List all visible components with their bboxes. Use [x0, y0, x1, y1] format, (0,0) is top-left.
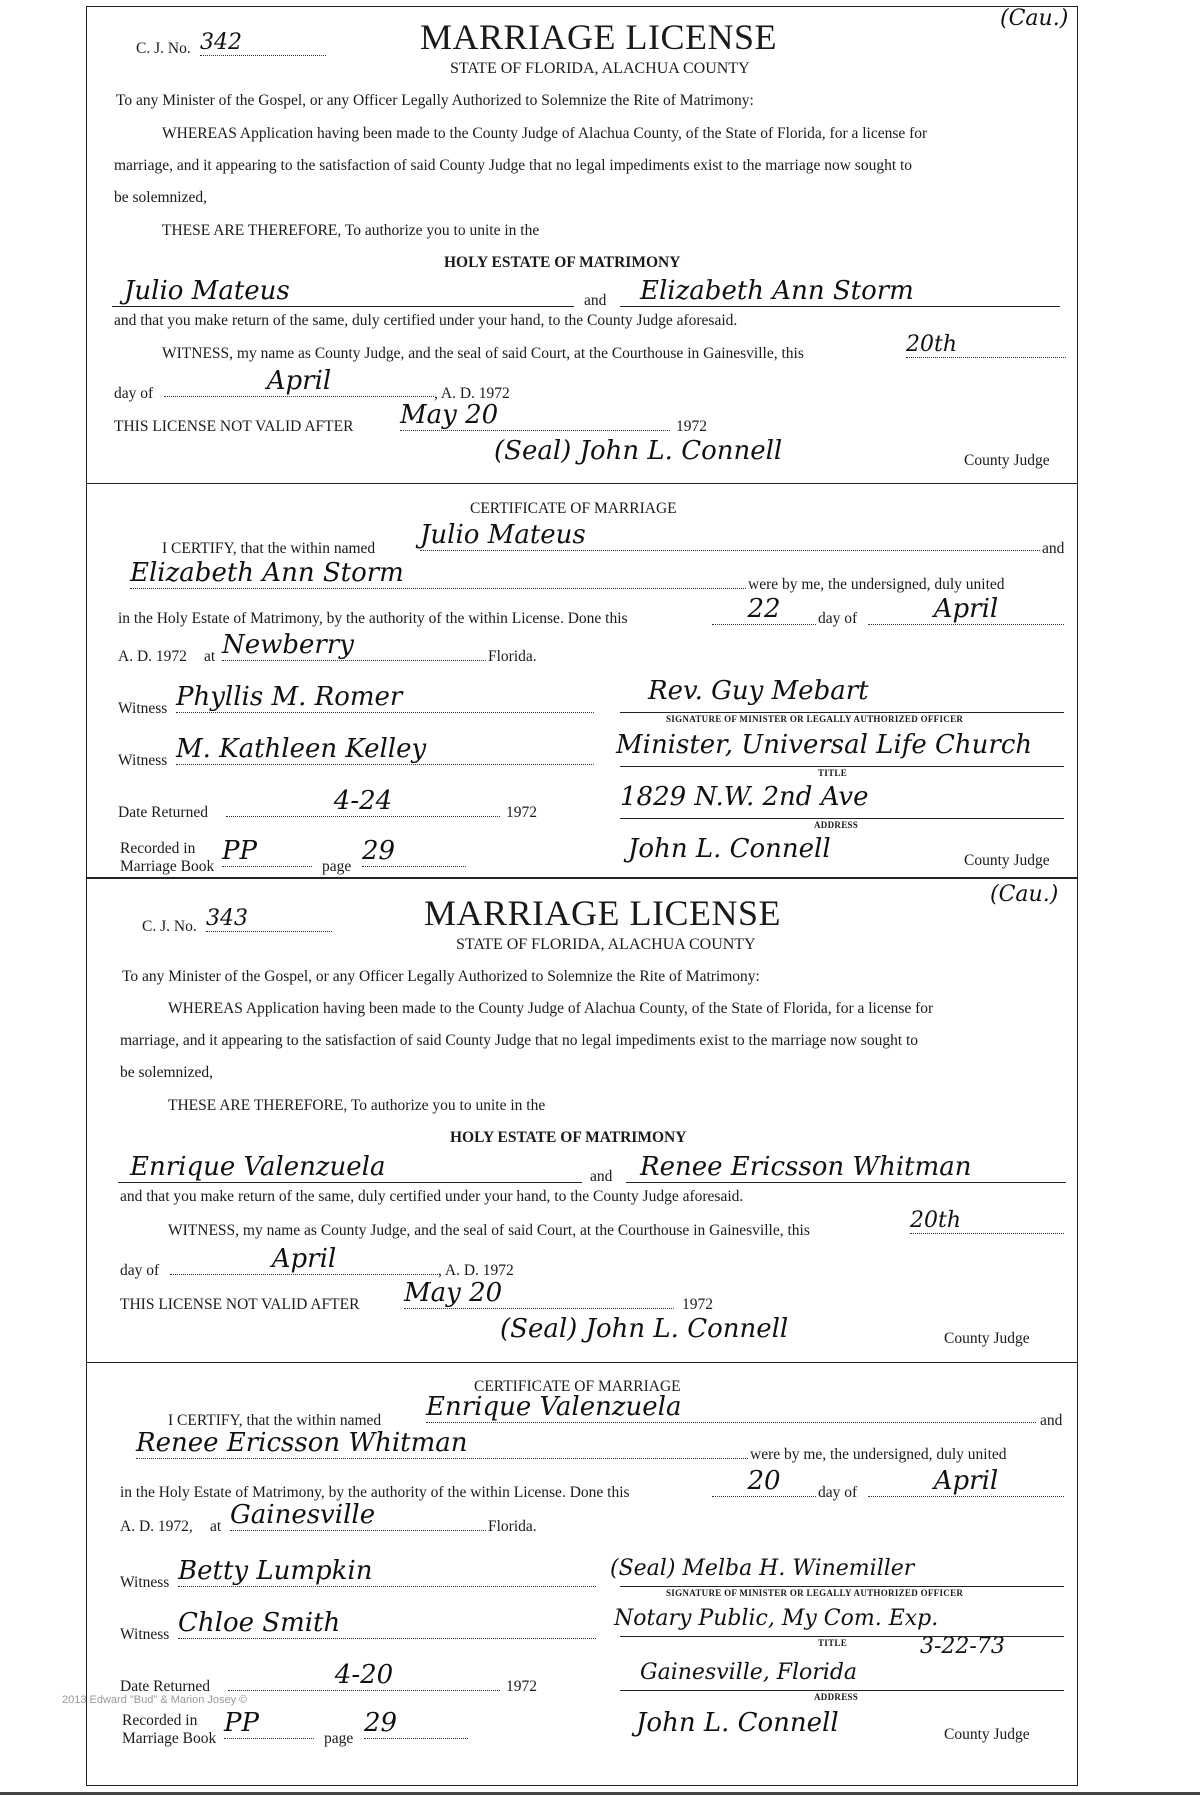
valid-year: 1972: [676, 418, 707, 435]
witness-2: M. Kathleen Kelley: [176, 734, 594, 765]
cj-number: 343: [206, 906, 332, 932]
marriage-place: Newberry: [222, 630, 486, 661]
valid-year: 1972: [682, 1296, 713, 1313]
judge-signature: (Seal) John L. Connell: [494, 436, 783, 466]
license-subtitle: STATE OF FLORIDA, ALACHUA COUNTY: [456, 936, 756, 953]
book-letter: PP: [224, 1708, 314, 1739]
whereas-line-2: marriage, and it appearing to the satisfaction of said County Judge that no legal impediments exist to the marriage now sought to: [114, 157, 913, 174]
certificate-title: CERTIFICATE OF MARRIAGE: [470, 500, 677, 517]
witness-2: Chloe Smith: [178, 1608, 596, 1639]
officer-title: Notary Public, My Com. Exp.: [614, 1606, 939, 1631]
whereas-line-1: WHEREAS Application having been made to the County Judge of Alachua County, of the State of Florida, for a license for: [162, 125, 928, 142]
officer-commission-expiry: 3-22-73: [920, 1634, 1005, 1659]
cj-number: 342: [200, 30, 326, 56]
witness-text: WITNESS, my name as County Judge, and the seal of said Court, at the Courthouse in Gainesville, this: [162, 345, 804, 362]
whereas-line-1: WHEREAS Application having been made to the County Judge of Alachua County, of the State of Florida, for a license for: [168, 1000, 934, 1017]
and-text: and: [590, 1168, 613, 1185]
groom-name: Julio Mateus: [124, 276, 290, 306]
witness-text: WITNESS, my name as County Judge, and the seal of said Court, at the Courthouse in Gainesville, this: [168, 1222, 810, 1239]
ad-year: , A. D. 1972: [438, 1262, 514, 1279]
license-title: MARRIAGE LICENSE: [424, 893, 781, 933]
whereas-line-3: be solemnized,: [120, 1064, 213, 1081]
groom-line: [112, 306, 574, 307]
officer-address: 1829 N.W. 2nd Ave: [620, 782, 869, 812]
signature-caption: SIGNATURE OF MINISTER OR LEGALLY AUTHORIZED OFFICER: [666, 1588, 964, 1598]
whereas-line-2: marriage, and it appearing to the satisfaction of said County Judge that no legal impediments exist to the marriage now sought to: [120, 1032, 919, 1049]
groom-line: [118, 1182, 582, 1183]
cj-label: C. J. No.: [142, 918, 197, 935]
officer-address-line: [620, 818, 1064, 819]
cert-bride: Renee Ericsson Whitman: [136, 1428, 748, 1459]
page-label: page: [324, 1730, 354, 1747]
witness-1-label: Witness: [118, 700, 168, 717]
witness-1: Phyllis M. Romer: [176, 682, 594, 713]
county-judge-label-2: County Judge: [964, 852, 1050, 869]
officer-sig-line: [620, 712, 1064, 713]
officer-address-line: [620, 1690, 1064, 1691]
marriage-book-label: Marriage Book: [120, 858, 215, 875]
ad-label: A. D. 1972: [118, 648, 187, 665]
officer-signature: (Seal) Melba H. Winemiller: [610, 1556, 915, 1581]
at-label: at: [204, 648, 216, 665]
done-day: 20: [712, 1466, 816, 1497]
addressee: To any Minister of the Gospel, or any Officer Legally Authorized to Solemnize the Rite of Matrimony:: [122, 968, 760, 985]
recorded-in: Recorded in: [122, 1712, 198, 1729]
cert-bride: Elizabeth Ann Storm: [130, 558, 746, 589]
section-divider: [86, 483, 1078, 484]
marriage-book-label: Marriage Book: [122, 1730, 217, 1747]
witness-1: Betty Lumpkin: [178, 1556, 596, 1587]
ad-year: , A. D. 1972: [434, 385, 510, 402]
witness-day: 20th: [906, 332, 1066, 358]
valid-date: May 20: [400, 400, 670, 431]
return-text: and that you make return of the same, duly certified under your hand, to the County Judge aforesaid.: [120, 1188, 744, 1205]
done-day: 22: [712, 594, 816, 625]
at-label: at: [210, 1518, 222, 1535]
groom-name: Enrique Valenzuela: [130, 1152, 386, 1182]
day-of-label: day of: [114, 385, 154, 402]
address-caption: ADDRESS: [814, 820, 859, 830]
cert-and: and: [1042, 540, 1065, 557]
return-text: and that you make return of the same, duly certified under your hand, to the County Judge aforesaid.: [114, 312, 738, 329]
done-month: April: [868, 1466, 1064, 1497]
license-title: MARRIAGE LICENSE: [420, 17, 777, 57]
corner-note: (Cau.): [990, 882, 1059, 907]
license-subtitle: STATE OF FLORIDA, ALACHUA COUNTY: [450, 60, 750, 77]
date-returned: 4-20: [228, 1660, 500, 1691]
not-valid-label: THIS LICENSE NOT VALID AFTER: [120, 1296, 360, 1313]
title-caption: TITLE: [818, 1638, 848, 1648]
officer-signature: Rev. Guy Mebart: [648, 676, 869, 706]
marriage-place: Gainesville: [230, 1500, 486, 1531]
judge-signature: (Seal) John L. Connell: [500, 1314, 789, 1344]
officer-sig-line: [620, 1586, 1064, 1587]
certify-text: I CERTIFY, that the within named: [168, 1412, 382, 1429]
these-are-therefore: THESE ARE THEREFORE, To authorize you to unite in the: [162, 222, 540, 239]
section-divider: [86, 1362, 1078, 1363]
holy-estate-heading: HOLY ESTATE OF MATRIMONY: [450, 1129, 687, 1146]
day-of-2: day of: [818, 610, 858, 627]
date-returned-year: 1972: [506, 1678, 537, 1695]
holy-estate-heading: HOLY ESTATE OF MATRIMONY: [444, 254, 681, 271]
page-number: 29: [364, 1708, 468, 1739]
bride-name: Elizabeth Ann Storm: [640, 276, 914, 306]
officer-address: Gainesville, Florida: [640, 1660, 858, 1685]
ad-label: A. D. 1972,: [120, 1518, 193, 1535]
witness-2-label: Witness: [118, 752, 168, 769]
certificate-title: CERTIFICATE OF MARRIAGE: [474, 1378, 681, 1395]
these-are-therefore: THESE ARE THEREFORE, To authorize you to unite in the: [168, 1097, 546, 1114]
cert-groom: Julio Mateus: [420, 520, 1040, 551]
addressee: To any Minister of the Gospel, or any Officer Legally Authorized to Solemnize the Rite of Matrimony:: [116, 92, 754, 109]
cert-groom: Enrique Valenzuela: [426, 1392, 1036, 1423]
day-of-2: day of: [818, 1484, 858, 1501]
and-text: and: [584, 292, 607, 309]
title-caption: TITLE: [818, 768, 848, 778]
holy-line: in the Holy Estate of Matrimony, by the authority of the within License. Done this: [118, 610, 628, 627]
recorded-in: Recorded in: [120, 840, 196, 857]
witness-day: 20th: [910, 1208, 1064, 1234]
signature-caption: SIGNATURE OF MINISTER OR LEGALLY AUTHORIZED OFFICER: [666, 714, 964, 724]
scan-edge: [0, 1792, 1200, 1795]
valid-date: May 20: [404, 1278, 674, 1309]
witness-1-label: Witness: [120, 1574, 170, 1591]
month: April: [164, 366, 434, 397]
cert-and: and: [1040, 1412, 1063, 1429]
bride-line: [620, 306, 1060, 307]
date-returned: 4-24: [226, 786, 500, 817]
whereas-line-3: be solemnized,: [114, 189, 207, 206]
holy-line: in the Holy Estate of Matrimony, by the authority of the within License. Done this: [120, 1484, 630, 1501]
witness-2-label: Witness: [120, 1626, 170, 1643]
book-letter: PP: [222, 836, 312, 867]
county-judge-label: County Judge: [944, 1330, 1030, 1347]
judge-signature-2: John L. Connell: [628, 834, 831, 864]
date-returned-label: Date Returned: [120, 1678, 210, 1695]
county-judge-label-2: County Judge: [944, 1726, 1030, 1743]
were-by-text: were by me, the undersigned, duly united: [750, 1446, 1007, 1463]
copyright-watermark: 2013 Edward "Bud" & Marion Josey ©: [62, 1694, 248, 1706]
florida-label: Florida.: [488, 648, 537, 665]
were-by-text: were by me, the undersigned, duly united: [748, 576, 1005, 593]
cj-label: C. J. No.: [136, 40, 191, 57]
officer-title: Minister, Universal Life Church: [616, 730, 1033, 760]
county-judge-label: County Judge: [964, 452, 1050, 469]
certify-text: I CERTIFY, that the within named: [162, 540, 376, 557]
address-caption: ADDRESS: [814, 1692, 859, 1702]
day-of-label: day of: [120, 1262, 160, 1279]
officer-title-line: [620, 766, 1064, 767]
month: April: [170, 1244, 438, 1275]
bride-name: Renee Ericsson Whitman: [640, 1152, 972, 1182]
date-returned-year: 1972: [506, 804, 537, 821]
bride-line: [626, 1182, 1066, 1183]
corner-note: (Cau.): [1000, 6, 1069, 31]
officer-title-line: [620, 1636, 1064, 1637]
date-returned-label: Date Returned: [118, 804, 208, 821]
judge-signature-2: John L. Connell: [636, 1708, 839, 1738]
page-number: 29: [362, 836, 466, 867]
page-label: page: [322, 858, 352, 875]
not-valid-label: THIS LICENSE NOT VALID AFTER: [114, 418, 354, 435]
done-month: April: [868, 594, 1064, 625]
florida-label: Florida.: [488, 1518, 537, 1535]
